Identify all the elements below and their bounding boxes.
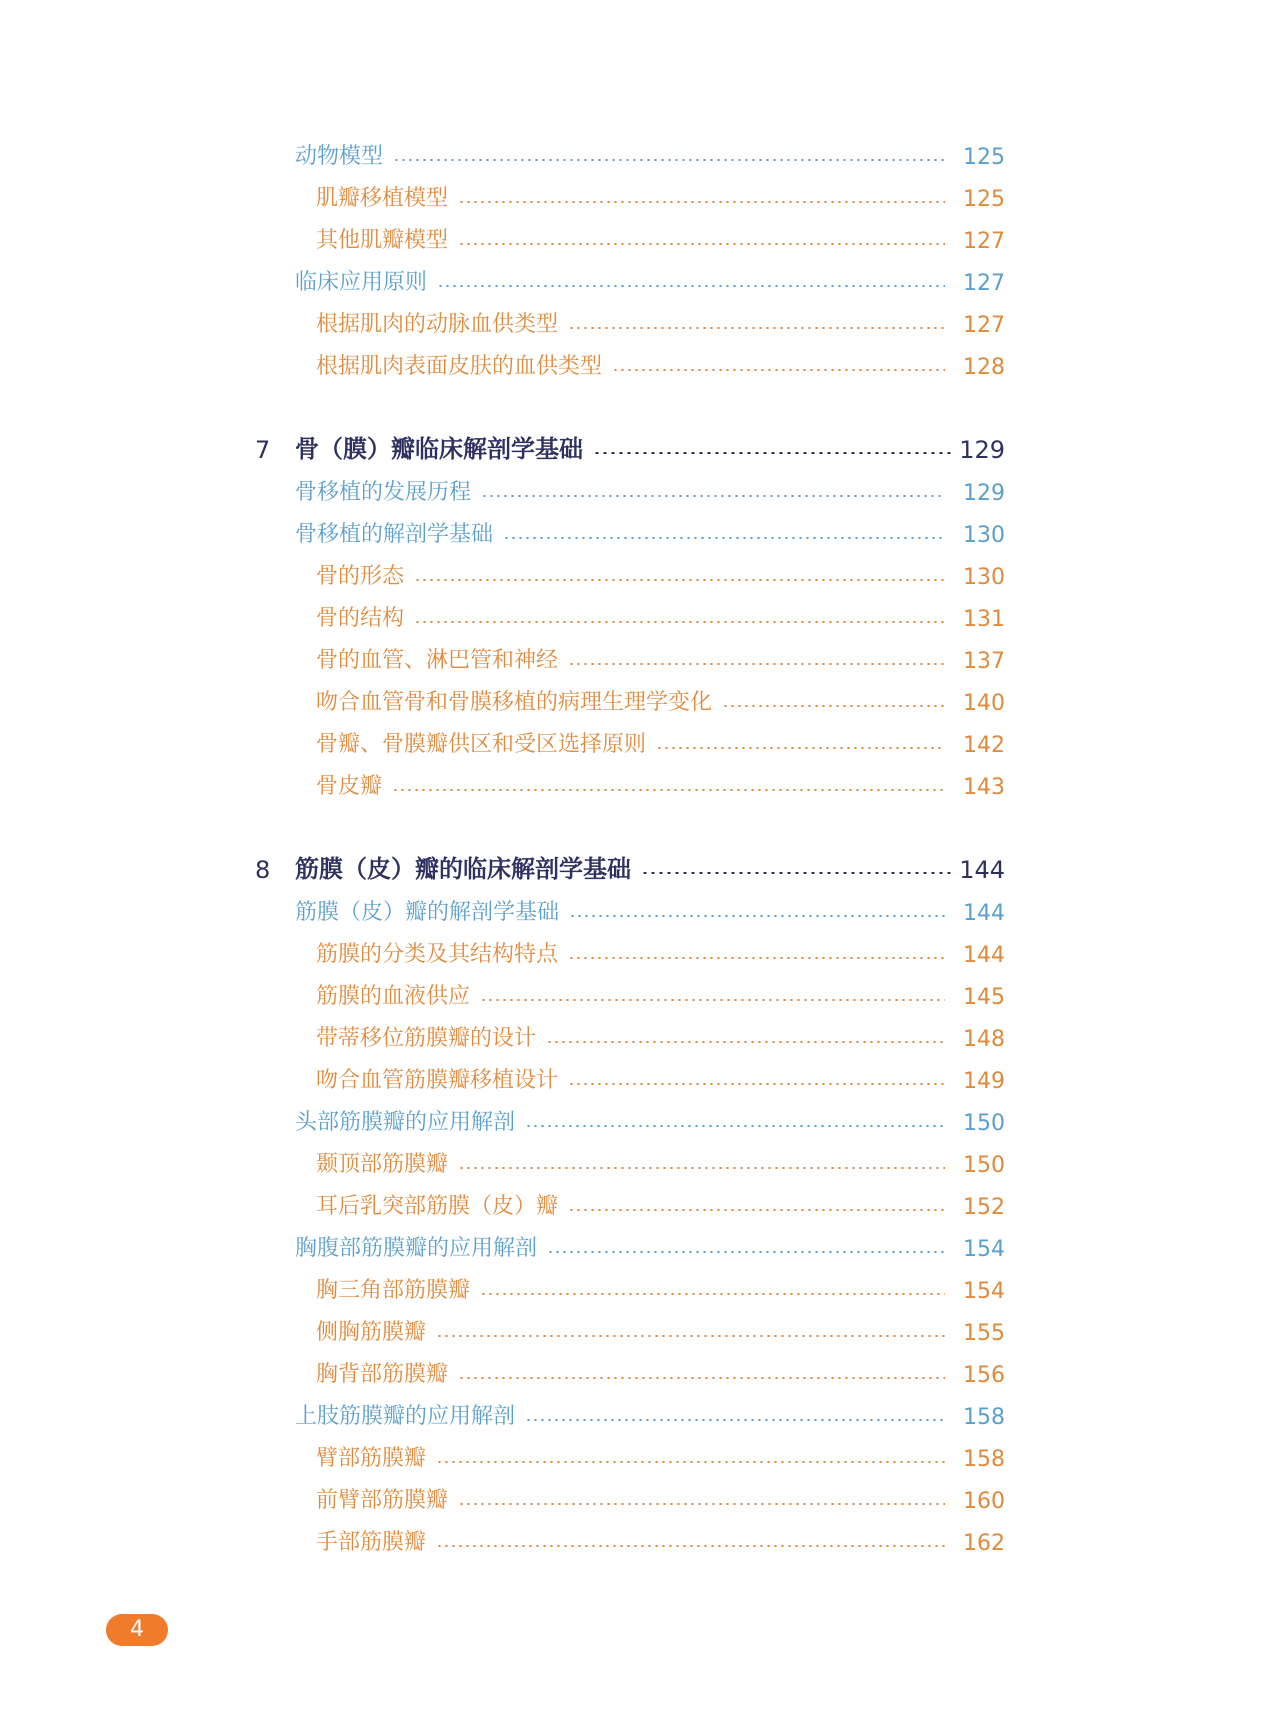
toc-subsection-entry[interactable] — [316, 1316, 1005, 1346]
toc-entry-page: 155 — [963, 1321, 1005, 1346]
dot-leader — [568, 327, 945, 329]
toc-subsection-entry[interactable] — [316, 1484, 1005, 1514]
toc-entry-page: 162 — [963, 1531, 1005, 1556]
toc-entry-page: 127 — [963, 229, 1005, 254]
toc-entry-page: 158 — [963, 1405, 1005, 1430]
toc-subsection-entry[interactable] — [316, 308, 1005, 338]
toc-entry-page: 131 — [963, 607, 1005, 632]
toc-subsection-entry[interactable] — [316, 350, 1005, 380]
toc-entry-title: 骨皮瓣 — [316, 774, 383, 799]
dot-leader — [568, 1083, 945, 1085]
toc-entry-page: 129 — [963, 481, 1005, 506]
toc-entry-title: 骨的结构 — [316, 606, 405, 631]
dot-leader — [568, 1209, 945, 1211]
dot-leader — [481, 495, 945, 497]
toc-subsection-entry[interactable] — [316, 224, 1005, 254]
toc-entry-page: 140 — [963, 691, 1005, 716]
toc-subsection-entry[interactable] — [316, 1148, 1005, 1178]
dot-leader — [480, 1293, 945, 1295]
toc-entry-title: 手部筋膜瓣 — [316, 1530, 427, 1555]
dot-leader — [414, 621, 945, 623]
toc-entry-title: 侧胸筋膜瓣 — [316, 1320, 427, 1345]
toc-subsection-entry[interactable] — [316, 728, 1005, 758]
dot-leader — [414, 579, 945, 581]
toc-entry-title: 筋膜（皮）瓣的临床解剖学基础 — [295, 855, 631, 883]
toc-section-entry[interactable] — [295, 1106, 1005, 1136]
toc-entry-title: 前臂部筋膜瓣 — [316, 1488, 449, 1513]
dot-leader — [612, 369, 945, 371]
toc-entry-title: 带蒂移位筋膜瓣的设计 — [316, 1026, 537, 1051]
toc-subsection-entry[interactable] — [316, 1022, 1005, 1052]
toc-entry-page: 156 — [963, 1363, 1005, 1388]
toc-entry-title: 筋膜（皮）瓣的解剖学基础 — [295, 900, 560, 925]
toc-entry-title: 肌瓣移植模型 — [316, 186, 449, 211]
toc-subsection-entry[interactable] — [316, 980, 1005, 1010]
toc-subsection-entry[interactable] — [316, 1190, 1005, 1220]
toc-section-entry[interactable] — [295, 140, 1005, 170]
dot-leader — [503, 537, 945, 539]
toc-entry-page: 129 — [959, 436, 1005, 464]
toc-entry-page: 125 — [963, 187, 1005, 212]
toc-entry-page: 152 — [963, 1195, 1005, 1220]
toc-entry-page: 127 — [963, 313, 1005, 338]
dot-leader — [568, 957, 945, 959]
dot-leader — [546, 1041, 945, 1043]
toc-entry-page: 144 — [963, 943, 1005, 968]
toc-subsection-entry[interactable] — [316, 182, 1005, 212]
dot-leader — [480, 999, 945, 1001]
toc-subsection-entry[interactable] — [316, 1442, 1005, 1472]
toc-entry-page: 137 — [963, 649, 1005, 674]
toc-entry-page: 125 — [963, 145, 1005, 170]
toc-entry-title: 筋膜的分类及其结构特点 — [316, 942, 559, 967]
toc-section-entry[interactable] — [295, 518, 1005, 548]
dot-leader — [593, 452, 955, 454]
dot-leader — [393, 159, 945, 161]
toc-subsection-entry[interactable] — [316, 770, 1005, 800]
toc-entry-page: 144 — [959, 856, 1005, 884]
toc-entry-title: 临床应用原则 — [295, 270, 428, 295]
dot-leader — [437, 285, 945, 287]
page-number-badge: 4 — [106, 1614, 168, 1646]
toc-entry-title: 上肢筋膜瓣的应用解剖 — [295, 1404, 516, 1429]
toc-entry-title: 骨的形态 — [316, 564, 405, 589]
toc-entry-page: 143 — [963, 775, 1005, 800]
toc-entry-page: 148 — [963, 1027, 1005, 1052]
dot-leader — [436, 1335, 945, 1337]
dot-leader — [392, 789, 945, 791]
dot-leader — [547, 1251, 945, 1253]
dot-leader — [436, 1545, 945, 1547]
dot-leader — [436, 1461, 945, 1463]
toc-section-entry[interactable] — [295, 476, 1005, 506]
toc-section-entry[interactable] — [295, 1400, 1005, 1430]
toc-entry-page: 154 — [963, 1279, 1005, 1304]
toc-entry-page: 127 — [963, 271, 1005, 296]
toc-entry-title: 胸背部筋膜瓣 — [316, 1362, 449, 1387]
toc-subsection-entry[interactable] — [316, 1526, 1005, 1556]
toc-entry-title: 吻合血管骨和骨膜移植的病理生理学变化 — [316, 690, 713, 715]
toc-subsection-entry[interactable] — [316, 1274, 1005, 1304]
toc-entry-page: 154 — [963, 1237, 1005, 1262]
dot-leader — [458, 1167, 945, 1169]
dot-leader — [656, 747, 945, 749]
toc-entry-title: 骨移植的发展历程 — [295, 480, 472, 505]
dot-leader — [458, 243, 945, 245]
toc-entry-page: 150 — [963, 1111, 1005, 1136]
toc-entry-title: 臂部筋膜瓣 — [316, 1446, 427, 1471]
toc-entry-page: 158 — [963, 1447, 1005, 1472]
toc-entry-title: 骨（膜）瓣临床解剖学基础 — [295, 435, 583, 463]
toc-entry-title: 骨的血管、淋巴管和神经 — [316, 648, 559, 673]
dot-leader — [458, 1503, 945, 1505]
toc-entry-page: 130 — [963, 523, 1005, 548]
toc-entry-page: 142 — [963, 733, 1005, 758]
toc-subsection-entry[interactable] — [316, 1064, 1005, 1094]
toc-entry-title: 根据肌肉表面皮肤的血供类型 — [316, 354, 603, 379]
toc-entry-title: 胸三角部筋膜瓣 — [316, 1278, 471, 1303]
dot-leader — [569, 915, 945, 917]
toc-entry-title: 耳后乳突部筋膜（皮）瓣 — [316, 1194, 559, 1219]
dot-leader — [525, 1125, 945, 1127]
toc-subsection-entry[interactable] — [316, 560, 1005, 590]
toc-entry-title: 筋膜的血液供应 — [316, 984, 471, 1009]
toc-entry-page: 130 — [963, 565, 1005, 590]
toc-entry-title: 动物模型 — [295, 144, 384, 169]
toc-subsection-entry[interactable] — [316, 602, 1005, 632]
dot-leader — [641, 872, 955, 874]
chapter-number: 7 — [255, 436, 271, 464]
toc-entry-page: 145 — [963, 985, 1005, 1010]
toc-chapter-entry[interactable] — [255, 854, 1005, 884]
toc-subsection-entry[interactable] — [316, 1358, 1005, 1388]
toc-chapter-entry[interactable] — [255, 434, 1005, 464]
toc-entry-page: 149 — [963, 1069, 1005, 1094]
toc-entry-title: 骨瓣、骨膜瓣供区和受区选择原则 — [316, 732, 647, 757]
toc-entry-title: 其他肌瓣模型 — [316, 228, 449, 253]
toc-entry-title: 骨移植的解剖学基础 — [295, 522, 494, 547]
dot-leader — [458, 1377, 945, 1379]
toc-subsection-entry[interactable] — [316, 938, 1005, 968]
dot-leader — [525, 1419, 945, 1421]
toc-entry-title: 吻合血管筋膜瓣移植设计 — [316, 1068, 559, 1093]
toc-entry-title: 头部筋膜瓣的应用解剖 — [295, 1110, 516, 1135]
dot-leader — [458, 201, 945, 203]
toc-subsection-entry[interactable] — [316, 686, 1005, 716]
toc-entry-title: 胸腹部筋膜瓣的应用解剖 — [295, 1236, 538, 1261]
chapter-number: 8 — [255, 856, 271, 884]
toc-section-entry[interactable] — [295, 1232, 1005, 1262]
toc-entry-page: 160 — [963, 1489, 1005, 1514]
toc-entry-title: 颞顶部筋膜瓣 — [316, 1152, 449, 1177]
toc-section-entry[interactable] — [295, 896, 1005, 926]
toc-entry-page: 150 — [963, 1153, 1005, 1178]
toc-entry-page: 144 — [963, 901, 1005, 926]
toc-subsection-entry[interactable] — [316, 644, 1005, 674]
dot-leader — [722, 705, 945, 707]
toc-entry-page: 128 — [963, 355, 1005, 380]
dot-leader — [568, 663, 945, 665]
toc-section-entry[interactable] — [295, 266, 1005, 296]
toc-entry-title: 根据肌肉的动脉血供类型 — [316, 312, 559, 337]
